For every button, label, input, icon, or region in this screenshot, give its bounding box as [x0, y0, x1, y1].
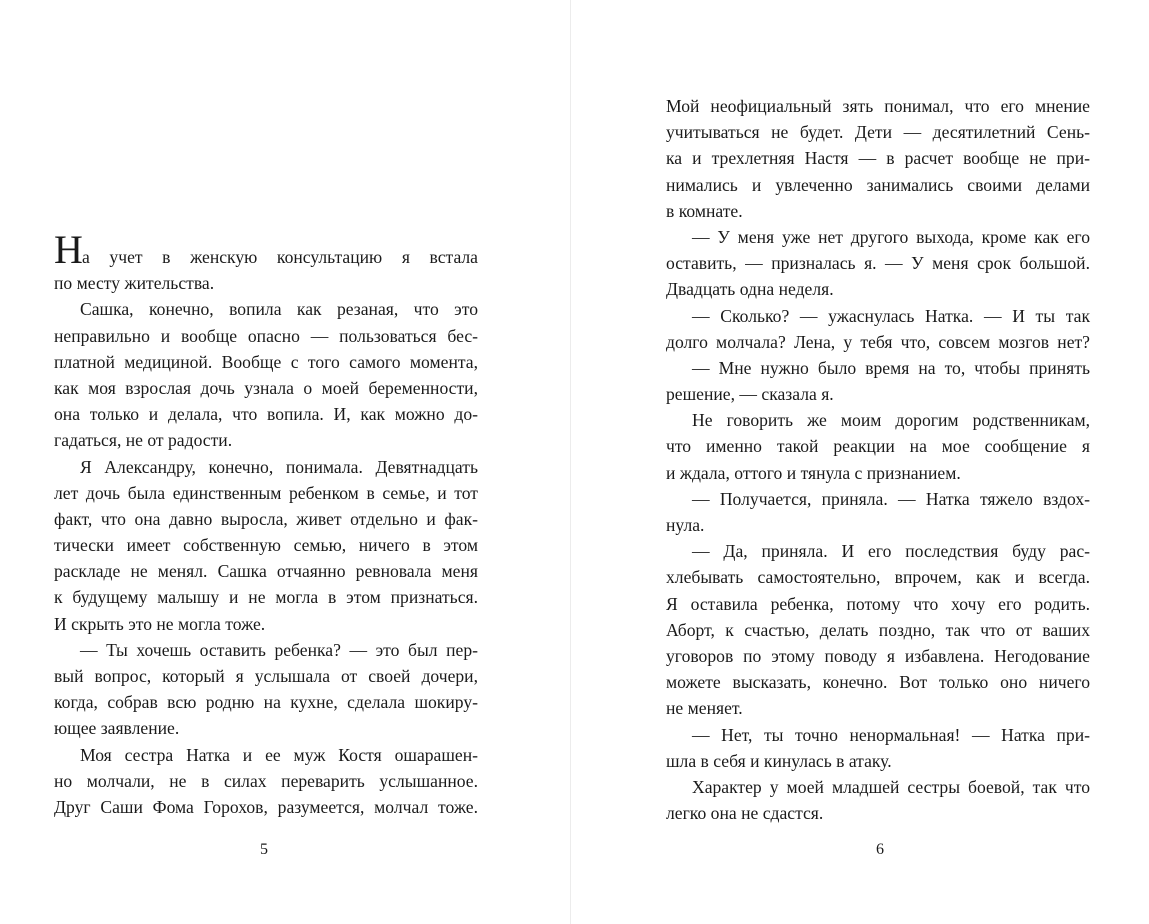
left-page-text: [54, 227, 478, 820]
text-line: раскладе не менял. Сашка отчаянно ревновала меня: [54, 561, 478, 582]
text-line: шла в себя и кинулась в атаку.: [666, 750, 892, 771]
text-line: нимались и увлеченно занимались своими делами: [666, 174, 1090, 195]
text-line: она только и делала, что вопила. И, как можно до-: [54, 404, 478, 425]
text-line: что именно такой реакции на мое сообщение я: [666, 436, 1090, 457]
text-line: гадаться, не от радости.: [54, 430, 233, 451]
text-line: и ждала, оттого и тянула с признанием.: [666, 462, 961, 483]
text-line: платной медициной. Вообще с того самого момента,: [54, 351, 478, 372]
text-line: уговоров по этому поводу я избавлена. Негодование: [666, 645, 1090, 666]
text-line: Не говорить же моим дорогим родственникам,: [692, 410, 1090, 431]
text-line: легко она не сдастся.: [666, 803, 824, 824]
text-line: можете высказать, конечно. Вот только оно ничего: [666, 672, 1090, 693]
text-line: И скрыть это не могла тоже.: [54, 613, 266, 634]
text-line: Мой неофициальный зять понимал, что его мнение: [666, 96, 1090, 116]
text-line: [54, 227, 478, 272]
text-line: факт, что она давно выросла, живет отдельно и фак-: [54, 508, 478, 529]
text-line: оставить, — призналась я. — У меня срок большой.: [666, 253, 1090, 274]
text-line: вый вопрос, который я услышала от своей дочери,: [54, 666, 478, 686]
text-line: — Да, приняла. И его последствия буду рас-: [692, 541, 1090, 562]
text-line: Двадцать одна неделя.: [666, 279, 834, 300]
text-line: учитываться не будет. Дети — десятилетний Сень-: [666, 122, 1090, 143]
page-gutter: [570, 0, 571, 924]
left-page-number: 5: [260, 841, 268, 858]
text-line: но молчали, не в силах переварить услышанное.: [54, 770, 478, 791]
drop-cap: Н: [54, 227, 83, 272]
text-line: неправильно и вообще опасно — пользоваться бес-: [54, 325, 478, 346]
text-line: Аборт, к счастью, делать поздно, так что от ваших: [666, 619, 1090, 640]
text-line: Я Александру, конечно, понимала. Девятнадцать: [80, 456, 478, 477]
text-line: решение, — сказала я.: [666, 384, 834, 405]
text-line: — Сколько? — ужаснулась Натка. — И ты так: [692, 305, 1090, 326]
text-line: лет дочь была единственным ребенком в семье, и тот: [54, 482, 478, 503]
text-line: в комнате.: [666, 200, 743, 221]
text-line: как моя взрослая дочь узнала о моей беременности,: [54, 377, 478, 398]
text-line: Сашка, конечно, вопила как резаная, что это: [80, 299, 478, 320]
text-line: к будущему малышу и не могла в этом признаться.: [54, 587, 478, 608]
text-line: по месту жительства.: [54, 273, 215, 294]
text-line: нула.: [666, 515, 705, 535]
right-page-number: 6: [876, 841, 884, 858]
text-line: когда, собрав всю родню на кухне, сделала шокиру-: [54, 692, 478, 713]
text-line: Друг Саши Фома Горохов, разумеется, молчал тоже.: [54, 796, 478, 817]
text-line: ющее заявление.: [54, 718, 180, 739]
text-line: — Нет, ты точно ненормальная! — Натка при-: [692, 724, 1090, 745]
text-line: Характер у моей младшей сестры боевой, так что: [692, 776, 1090, 797]
text-line-content: а учет в женскую консультацию я встала: [82, 247, 478, 267]
text-line: Моя сестра Натка и ее муж Костя ошарашен-: [80, 744, 478, 765]
text-line: Я оставила ребенка, потому что хочу его родить.: [666, 593, 1090, 614]
text-line: хлебывать самостоятельно, впрочем, как и всегда.: [666, 567, 1090, 588]
text-line: — У меня уже нет другого выхода, кроме как его: [692, 226, 1090, 247]
text-line: — Мне нужно было время на то, чтобы принять: [692, 357, 1090, 378]
text-line: — Получается, приняла. — Натка тяжело вздох-: [692, 488, 1090, 509]
right-page-text: [666, 93, 1090, 826]
text-line: — Ты хочешь оставить ребенка? — это был пер-: [80, 639, 478, 660]
text-line: ка и трехлетняя Настя — в расчет вообще не при-: [666, 148, 1090, 169]
text-line: долго молчала? Лена, у тебя что, совсем мозгов нет?: [666, 331, 1090, 352]
text-line: тически имеет собственную семью, ничего в этом: [54, 535, 478, 556]
text-line: не меняет.: [666, 698, 743, 719]
